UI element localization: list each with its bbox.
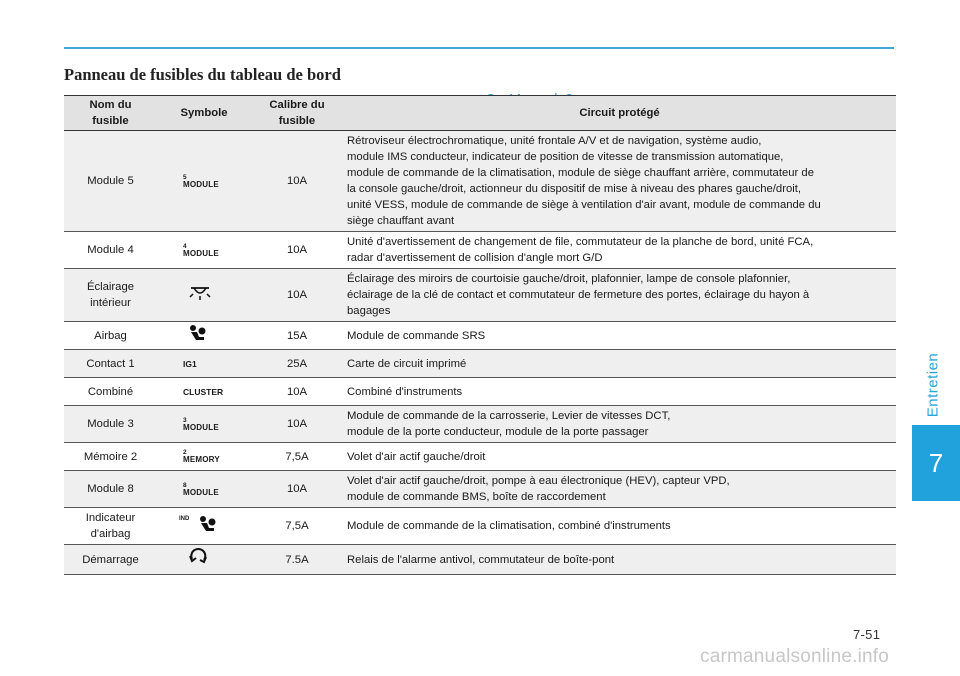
column-header-name: Nom du fusible <box>64 96 157 131</box>
circuit-line: éclairage de la clé de contact et commutateur de fermeture des portes, éclairage du hayon à <box>347 289 810 301</box>
fuse-circuit <box>343 378 896 406</box>
fuse-circuit <box>343 508 896 545</box>
symbol-superscript: 2 <box>183 449 187 456</box>
circuit-line: module IMS conducteur, indicateur de position de vitesse de transmission automatique, <box>347 151 784 163</box>
fuse-rating: 7,5A <box>251 508 343 545</box>
top-rule <box>64 47 894 49</box>
circuit-line: Rétroviseur électrochromatique, unité frontale A/V et de navigation, système audio, <box>347 135 762 147</box>
fuse-rating: 10A <box>251 471 343 508</box>
chapter-number: 7 <box>912 425 960 501</box>
watermark-bottom[interactable]: carmanualsonline.info <box>700 646 890 667</box>
fuse-name-line: d'airbag <box>90 528 131 540</box>
column-header-rating: Calibre du fusible <box>251 96 343 131</box>
symbol-superscript: 4 <box>183 242 187 250</box>
fuse-circuit <box>343 350 896 378</box>
fuse-rating: 10A <box>251 131 343 232</box>
fuse-circuit <box>343 545 896 575</box>
circuit-line: module de commande de la climatisation, module de siège chauffant arrière, commutateur de <box>347 167 814 179</box>
fuse-rating: 15A <box>251 322 343 350</box>
start-arrow-icon <box>187 547 209 572</box>
table-row <box>64 508 896 545</box>
fuse-symbol <box>157 545 251 575</box>
fuse-circuit <box>343 443 896 471</box>
fuse-symbol <box>157 471 251 508</box>
fuse-name: Combiné <box>64 378 157 406</box>
fuse-circuit <box>343 131 896 232</box>
fuse-name: Module 8 <box>64 471 157 508</box>
circuit-line: radar d'avertissement de collision d'angle mort G/D <box>347 252 603 264</box>
page-number: 7-51 <box>853 627 881 642</box>
symbol-text: MODULE <box>183 422 219 432</box>
fuse-name: Mémoire 2 <box>64 443 157 471</box>
fuse-symbol <box>157 131 251 232</box>
symbol-superscript: IND <box>179 515 190 522</box>
circuit-line: Éclairage des miroirs de courtoisie gauche/droit, plafonnier, lampe de console plafonnier, <box>347 273 791 285</box>
fuse-name-line: intérieur <box>90 297 131 309</box>
symbol-text: MEMORY <box>183 455 220 464</box>
fuse-symbol <box>157 269 251 322</box>
symbol-text: IG1 <box>183 358 197 369</box>
symbol-text: MODULE <box>183 179 219 189</box>
table-header-row <box>64 96 896 131</box>
fuse-symbol <box>157 378 251 406</box>
fuse-circuit <box>343 406 896 443</box>
symbol-text: MODULE <box>183 487 219 497</box>
fuse-symbol <box>157 350 251 378</box>
symbol-superscript: 3 <box>183 416 187 424</box>
table-row <box>64 443 896 471</box>
fuse-symbol <box>157 508 251 545</box>
fuse-rating: 7.5A <box>251 545 343 575</box>
circuit-line: bagages <box>347 305 391 317</box>
symbol-text: MODULE <box>183 248 219 258</box>
circuit-line: la console gauche/droit, actionneur du dispositif de mise à niveau des phares gauche/droit, <box>347 183 802 195</box>
circuit-line: module de commande BMS, boîte de raccordement <box>347 491 606 503</box>
circuit-line: siège chauffant avant <box>347 215 455 227</box>
airbag-indicator-icon <box>197 515 217 538</box>
table-row <box>64 350 896 378</box>
fuse-circuit <box>343 322 896 350</box>
airbag-icon <box>187 324 207 347</box>
fuse-name: Démarrage <box>64 545 157 575</box>
circuit-line: Module de commande SRS <box>347 329 486 342</box>
table-row <box>64 545 896 575</box>
fuse-rating: 25A <box>251 350 343 378</box>
symbol-text: CLUSTER <box>183 386 224 397</box>
fuse-name: Module 3 <box>64 406 157 443</box>
fuse-circuit <box>343 471 896 508</box>
fuse-name-line: Éclairage <box>86 281 135 293</box>
fuse-circuit <box>343 269 896 322</box>
fuse-name-line: Indicateur <box>85 512 136 524</box>
interior-lamp-icon <box>187 285 213 306</box>
circuit-line: Combiné d'instruments <box>347 385 463 398</box>
table-row <box>64 269 896 322</box>
circuit-line: Volet d'air actif gauche/droit, pompe à eau électronique (HEV), capteur VPD, <box>347 475 730 487</box>
circuit-line: Module de commande de la climatisation, combiné d'instruments <box>347 520 671 532</box>
fuse-symbol <box>157 406 251 443</box>
fuse-name <box>64 508 157 545</box>
symbol-superscript: 5 <box>183 173 187 181</box>
column-header-symbol: Symbole <box>157 96 251 131</box>
circuit-line: unité VESS, module de commande de siège à ventilation d'air avant, module de commande du <box>347 199 821 211</box>
circuit-line: Relais de l'alarme antivol, commutateur de boîte-pont <box>347 553 615 566</box>
table-row <box>64 471 896 508</box>
fuse-symbol <box>157 443 251 471</box>
circuit-line: module de la porte conducteur, module de la porte passager <box>347 426 649 438</box>
fuse-name: Module 4 <box>64 232 157 269</box>
fuse-name: Contact 1 <box>64 350 157 378</box>
table-row <box>64 378 896 406</box>
table-row <box>64 131 896 232</box>
fuse-name <box>64 269 157 322</box>
fuse-symbol <box>157 232 251 269</box>
table-row <box>64 406 896 443</box>
symbol-superscript: 8 <box>183 481 187 489</box>
column-header-circuit: Circuit protégé <box>343 96 896 131</box>
circuit-line: Carte de circuit imprimé <box>347 357 467 370</box>
fuse-rating: 10A <box>251 232 343 269</box>
fuse-table <box>64 95 896 575</box>
circuit-line: Volet d'air actif gauche/droit <box>347 450 486 463</box>
fuse-rating: 7,5A <box>251 443 343 471</box>
section-label: Entretien <box>924 352 942 418</box>
fuse-rating: 10A <box>251 378 343 406</box>
fuse-name: Airbag <box>64 322 157 350</box>
page-title: Panneau de fusibles du tableau de bord <box>64 65 341 84</box>
fuse-rating: 10A <box>251 406 343 443</box>
table-row <box>64 322 896 350</box>
table-row <box>64 232 896 269</box>
circuit-line: Unité d'avertissement de changement de file, commutateur de la planche de bord, unité FCA, <box>347 236 814 248</box>
fuse-name: Module 5 <box>64 131 157 232</box>
circuit-line: Module de commande de la carrosserie, Levier de vitesses DCT, <box>347 410 671 422</box>
fuse-symbol <box>157 322 251 350</box>
fuse-rating: 10A <box>251 269 343 322</box>
fuse-circuit <box>343 232 896 269</box>
